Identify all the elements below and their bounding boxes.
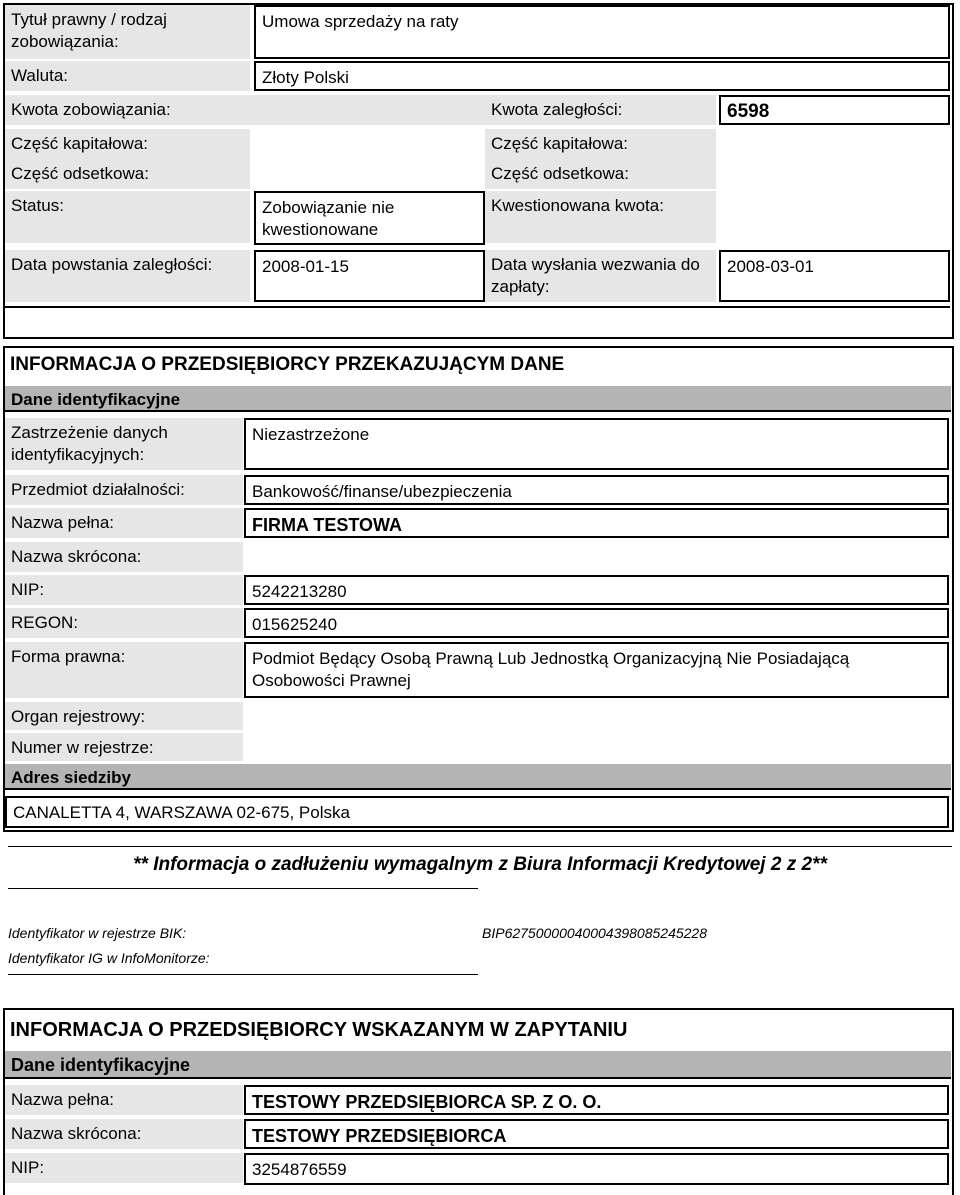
- arrears-date-value: 2008-01-15: [254, 250, 485, 302]
- capital-label: Część kapitałowa:: [5, 129, 250, 159]
- reservation-label: Zastrzeżenie danych identyfikacyjnych:: [5, 418, 243, 470]
- currency-value: Złoty Polski: [254, 61, 950, 91]
- title-label: Tytuł prawny / rodzaj zobowiązania:: [5, 5, 250, 59]
- provider-id-section: Dane identyfikacyjne: [5, 386, 951, 412]
- status-value: Zobowiązanie nie kwestionowane: [254, 191, 485, 245]
- regon-value: 015625240: [244, 608, 949, 638]
- bik-heading: ** Informacja o zadłużeniu wymagalnym z Biura Informacji Kredytowej 2 z 2**: [133, 854, 827, 875]
- notice-date-label: Data wysłania wezwania do zapłaty:: [485, 250, 716, 302]
- subject-id-section: Dane identyfikacyjne: [5, 1051, 951, 1079]
- bik-id-value: BIP62750000040004398085245228: [482, 925, 708, 941]
- interest-label: Część odsetkowa:: [5, 159, 250, 189]
- disputed-label: Kwestionowana kwota:: [485, 191, 716, 243]
- status-label: Status:: [5, 191, 250, 243]
- bik-top-rule: [8, 846, 952, 847]
- arrears-label: Kwota zaległości:: [485, 95, 716, 125]
- registry-label: Organ rejestrowy:: [5, 702, 243, 730]
- divider: [5, 306, 950, 308]
- full-name-value: FIRMA TESTOWA: [244, 508, 949, 538]
- activity-value: Bankowość/finanse/ubezpieczenia: [244, 475, 949, 505]
- title-value: Umowa sprzedaży na raty: [254, 5, 950, 59]
- subject-short-name-value: TESTOWY PRZEDSIĘBIORCA: [244, 1119, 949, 1149]
- full-name-label: Nazwa pełna:: [5, 508, 243, 538]
- subject-short-name-label: Nazwa skrócona:: [5, 1119, 243, 1149]
- subject-full-name-label: Nazwa pełna:: [5, 1085, 243, 1115]
- address-value: CANALETTA 4, WARSZAWA 02-675, Polska: [5, 796, 949, 828]
- legal-form-value: Podmiot Będący Osobą Prawną Lub Jednostką Organizacyjną Nie Posiadającą Osobowości Prawnej: [244, 642, 949, 698]
- interest-label-right: Część odsetkowa:: [485, 159, 716, 189]
- address-section: Adres siedziby: [5, 764, 951, 790]
- currency-label: Waluta:: [5, 61, 250, 91]
- notice-date-value: 2008-03-01: [719, 250, 950, 302]
- provider-heading: INFORMACJA O PRZEDSIĘBIORCY PRZEKAZUJĄCYM DANE: [10, 354, 565, 375]
- subject-nip-label: NIP:: [5, 1153, 243, 1183]
- subject-nip-value: 3254876559: [244, 1153, 949, 1185]
- arrears-date-label: Data powstania zaległości:: [5, 250, 250, 302]
- activity-label: Przedmiot działalności:: [5, 475, 243, 505]
- subject-full-name-value: TESTOWY PRZEDSIĘBIORCA SP. Z O. O.: [244, 1085, 949, 1115]
- nip-value: 5242213280: [244, 575, 949, 605]
- registry-no-label: Numer w rejestrze:: [5, 733, 243, 761]
- capital-label-right: Część kapitałowa:: [485, 129, 716, 159]
- bik-rule-2: [8, 974, 478, 975]
- arrears-value: 6598: [719, 95, 950, 125]
- ig-label: Identyfikator IG w InfoMonitorze:: [8, 950, 210, 966]
- reservation-value: Niezastrzeżone: [244, 418, 949, 470]
- bik-id-label: Identyfikator w rejestrze BIK:: [8, 925, 187, 941]
- amount-label: Kwota zobowiązania:: [5, 95, 485, 125]
- nip-label: NIP:: [5, 575, 243, 605]
- short-name-label: Nazwa skrócona:: [5, 542, 243, 572]
- regon-label: REGON:: [5, 608, 243, 638]
- bik-rule-1: [8, 888, 478, 889]
- legal-form-label: Forma prawna:: [5, 642, 243, 698]
- subject-heading: INFORMACJA O PRZEDSIĘBIORCY WSKAZANYM W ZAPYTANIU: [10, 1019, 628, 1041]
